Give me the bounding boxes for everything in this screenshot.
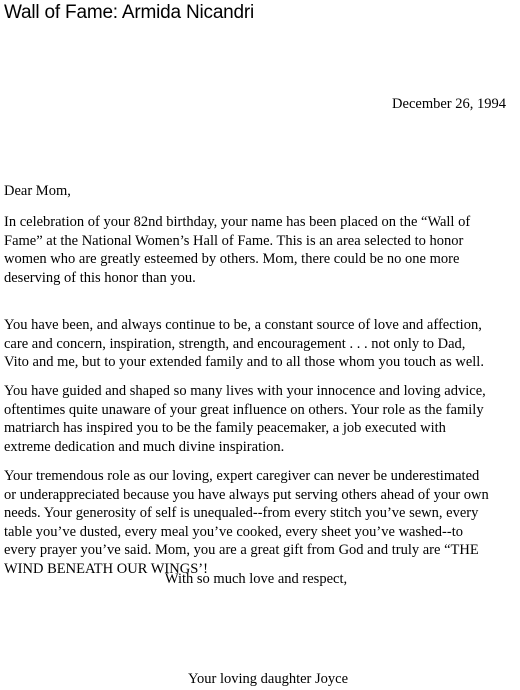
letter-salutation: Dear Mom, [4, 183, 71, 199]
letter-paragraph-4 [4, 467, 516, 578]
paragraph-line: You have guided and shaped so many lives with your innocence and loving advice, [4, 383, 486, 399]
paragraph-line: Your tremendous role as our loving, expert caregiver can never be underestimated [4, 468, 480, 484]
paragraph-line: oftentimes quite unaware of your great influence on others. Your role as the family [4, 401, 484, 418]
paragraph-line: every prayer you’ve said. Mom, you are a great gift from God and truly are “THE [4, 542, 479, 558]
paragraph-line: women who are greatly esteemed by others. Mom, there could be no one more [4, 251, 460, 267]
paragraph-line: Fame” at the National Women’s Hall of Fame. This is an area selected to honor [4, 232, 464, 249]
paragraph-line: You have been, and always continue to be, a constant source of love and affection, [4, 317, 482, 333]
paragraph-line: Vito and me, but to your extended family and to all those whom you touch as well. [4, 354, 484, 370]
paragraph-line: care and concern, inspiration, strength, and encouragement . . . not only to Dad, [4, 335, 466, 352]
paragraph-line: In celebration of your 82nd birthday, your name has been placed on the “Wall of [4, 214, 471, 230]
paragraph-line: matriarch has inspired you to be the family peacemaker, a job executed with [4, 420, 446, 436]
letter-date: December 26, 1994 [392, 96, 506, 112]
paragraph-line: deserving of this honor than you. [4, 269, 196, 286]
letter-paragraph-3 [4, 382, 516, 456]
letter-closing: With so much love and respect, [164, 571, 348, 587]
paragraph-line: table you’ve dusted, every meal you’ve cooked, every sheet you’ve washed--to [4, 523, 463, 540]
page-title: Wall of Fame: Armida Nicandri [4, 2, 255, 23]
letter-signature: Your loving daughter Joyce [187, 671, 349, 687]
paragraph-line: WIND BENEATH OUR WINGS’! [4, 560, 208, 577]
paragraph-line: or underappreciated because you have always put serving others ahead of your own [4, 486, 489, 503]
paragraph-line: extreme dedication and much divine inspiration. [4, 438, 285, 455]
letter-paragraph-1 [4, 213, 516, 287]
paragraph-line: needs. Your generosity of self is unequaled--from every stitch you’ve sewn, every [4, 505, 479, 521]
letter-paragraph-2 [4, 316, 516, 372]
